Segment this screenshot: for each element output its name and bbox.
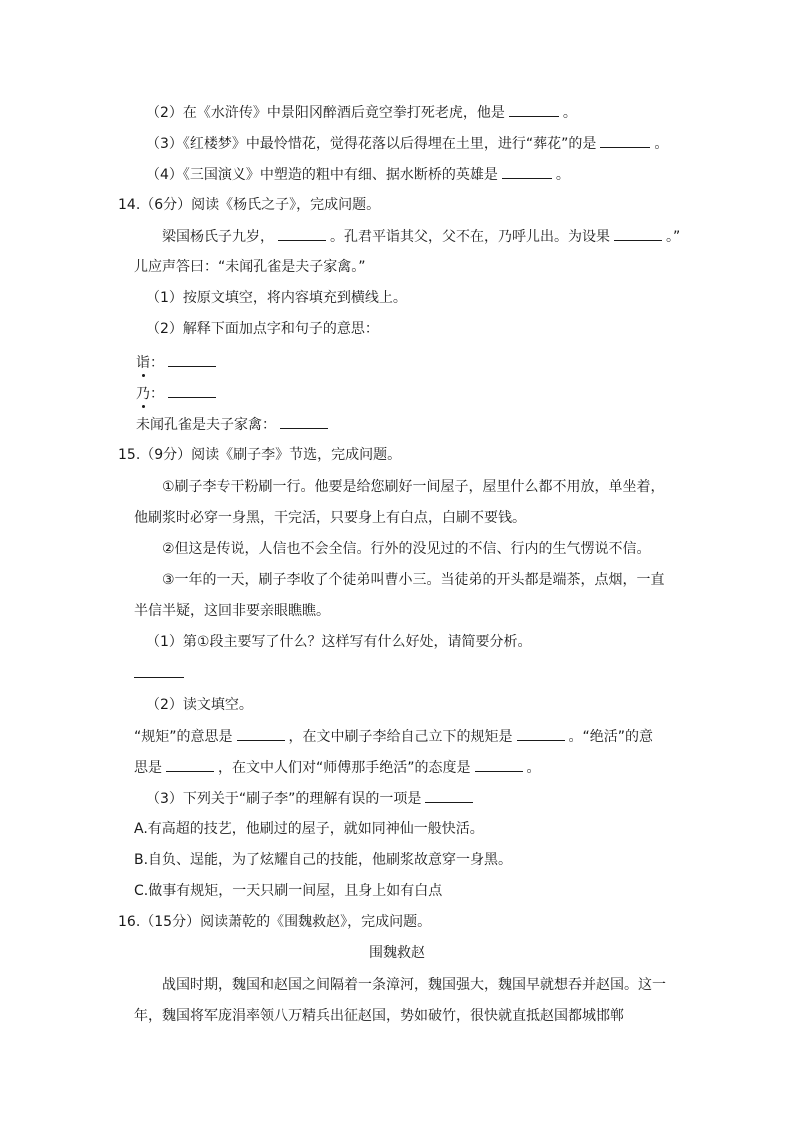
q16-header: 16.（15分）阅读萧乾的《围魏救赵》，完成问题。 — [118, 914, 432, 930]
q14-sentence-blank[interactable] — [280, 414, 328, 429]
q14-word-2: 乃： — [136, 383, 220, 403]
q15-sub-1-answer — [134, 663, 188, 683]
q15-fill-line-2: 思是 ，在文中人们对“师傅那手绝活”的态度是 。 — [134, 757, 541, 777]
q15-option-c[interactable]: C.做事有规矩，一天只刷一间屋，且身上如有白点 — [134, 883, 443, 899]
q14-sub-1: （1）按原文填空，将内容填充到横线上。 — [146, 290, 407, 306]
q14-passage-blank-2[interactable] — [614, 226, 662, 241]
q14-word-2-char: 乃 — [136, 386, 150, 402]
q15-fill-line-1: “规矩”的意思是 ，在文中刷子李给自己立下的规矩是 。“绝活”的意 — [134, 726, 653, 746]
q15-sub-1: （1）第①段主要写了什么？这样写有什么好处，请简要分析。 — [146, 634, 532, 650]
q15-para-3-line-1: ③一年的一天，刷子李收了个徒弟叫曹小三。当徒弟的开头都是端茶，点烟，一直 — [162, 572, 665, 588]
q14-word-1-char: 诣 — [136, 355, 150, 371]
q14-header: 14.（6分）阅读《杨氏之子》，完成问题。 — [118, 197, 381, 213]
q13-item-4-text: （4）《三国演义》中塑造的粗中有细、据水断桥的英雄是 — [146, 167, 498, 183]
q14-sub-2: （2）解释下面加点字和句子的意思： — [146, 321, 379, 337]
q15-fill-blank-3[interactable] — [166, 757, 214, 772]
q15-sub-2: （2）读文填空。 — [146, 697, 253, 713]
q15-para-3-line-2: 半信半疑，这回非要亲眼瞧瞧。 — [134, 603, 330, 619]
q15-para-1-line-1: ①刷子李专干粉刷一行。他要是给您刷好一间屋子，屋里什么都不用放，单坐着， — [162, 479, 665, 495]
q15-sub-3-blank[interactable] — [425, 788, 473, 803]
q15-option-b[interactable]: B.自负、逞能，为了炫耀自己的技能，他刷浆故意穿一身黑。 — [134, 852, 513, 868]
q14-word-1-blank[interactable] — [168, 352, 216, 367]
q13-item-2: （2）在《水浒传》中景阳冈醉酒后竟空拳打死老虎，他是 。 — [146, 102, 577, 122]
q15-option-a[interactable]: A.有高超的技艺，他刷过的屋子，就如同神仙一般快活。 — [134, 821, 484, 837]
q13-item-4-blank[interactable] — [502, 164, 552, 179]
q15-para-2: ②但这是传说，人信也不会全信。行外的没见过的不信、行内的生气愣说不信。 — [162, 541, 651, 557]
q16-passage-line-2: 年，魏国将军庞涓率领八万精兵出征赵国，势如破竹，很快就直抵赵国都城邯郸 — [134, 1008, 624, 1024]
q16-passage-line-1: 战国时期，魏国和赵国之间隔着一条漳河，魏国强大，魏国早就想吞并赵国。这一 — [162, 977, 666, 993]
q15-fill-blank-1[interactable] — [237, 726, 285, 741]
q15-para-1-line-2: 他刷浆时必穿一身黑，干完活，只要身上有白点，白刷不要钱。 — [134, 510, 526, 526]
q14-sentence: 未闻孔雀是夫子家禽： — [136, 414, 332, 434]
q14-passage-line-1: 梁国杨氏子九岁， 。孔君平诣其父，父不在，乃呼儿出。为设果 。” — [162, 226, 680, 246]
q15-sub-3: （3）下列关于“刷子李”的理解有误的一项是 — [146, 788, 477, 808]
q15-sub-1-blank[interactable] — [134, 663, 184, 678]
q13-item-4: （4）《三国演义》中塑造的粗中有细、据水断桥的英雄是 。 — [146, 164, 570, 184]
q16-passage-title: 围魏救赵 — [369, 945, 425, 961]
q15-header: 15.（9分）阅读《刷子李》节选，完成问题。 — [118, 447, 402, 463]
q13-item-2-text: （2）在《水浒传》中景阳冈醉酒后竟空拳打死老虎，他是 — [146, 105, 505, 121]
q13-item-2-blank[interactable] — [509, 102, 559, 117]
q15-fill-blank-2[interactable] — [517, 726, 565, 741]
q15-fill-blank-4[interactable] — [475, 757, 523, 772]
q14-passage-line-2: 儿应声答曰：“未闻孔雀是夫子家禽。” — [134, 259, 366, 275]
q14-word-1: 诣： — [136, 352, 220, 372]
q14-word-2-blank[interactable] — [168, 383, 216, 398]
q13-item-3: （3）《红楼梦》中最怜惜花，觉得花落以后得埋在土里，进行“葬花”的是 。 — [146, 133, 668, 153]
q13-item-3-text: （3）《红楼梦》中最怜惜花，觉得花落以后得埋在土里，进行“葬花”的是 — [146, 136, 597, 152]
q14-passage-blank-1[interactable] — [278, 226, 326, 241]
q13-item-3-blank[interactable] — [600, 133, 650, 148]
